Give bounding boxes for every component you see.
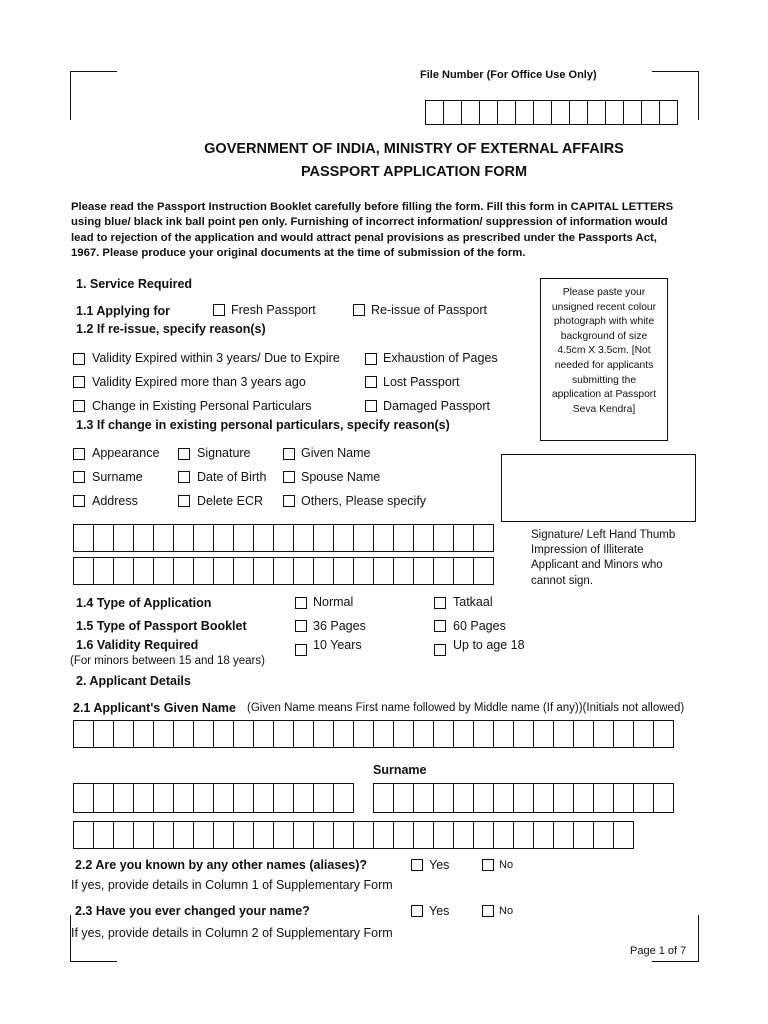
name-changed-no-label: No: [499, 905, 514, 917]
char-box[interactable]: [273, 821, 294, 849]
given-name-label: Given Name: [301, 446, 371, 460]
char-box[interactable]: [313, 783, 334, 813]
char-box[interactable]: [373, 557, 394, 585]
char-box[interactable]: [433, 557, 454, 585]
char-box[interactable]: [413, 720, 434, 748]
change-particulars-checkbox[interactable]: [73, 400, 85, 412]
q2-1-label: 2.1 Applicant's Given Name: [73, 701, 236, 715]
char-box[interactable]: [633, 720, 654, 748]
char-box[interactable]: [573, 783, 594, 813]
page-title: GOVERNMENT OF INDIA, MINISTRY OF EXTERNAL AFFAIRS: [204, 141, 624, 157]
char-box[interactable]: [73, 821, 94, 849]
char-box[interactable]: [293, 783, 314, 813]
char-box[interactable]: [593, 783, 614, 813]
char-box[interactable]: [133, 821, 154, 849]
char-box[interactable]: [93, 783, 114, 813]
char-box[interactable]: [213, 524, 234, 552]
char-box[interactable]: [133, 524, 154, 552]
instruction-line: using blue/ black ink ball point pen only. Furnishing of incorrect information/ suppression of information would: [71, 216, 668, 229]
validity-expired-3-label: Validity Expired within 3 years/ Due to Expire: [92, 351, 340, 365]
damaged-passport-checkbox[interactable]: [365, 400, 377, 412]
char-box[interactable]: [193, 821, 214, 849]
signature-checkbox[interactable]: [178, 448, 190, 460]
char-box[interactable]: [253, 557, 274, 585]
instructions: [71, 200, 673, 261]
char-box[interactable]: [333, 783, 354, 813]
surname-boxes-right[interactable]: [373, 783, 674, 813]
char-box[interactable]: [113, 557, 134, 585]
char-box[interactable]: [373, 720, 394, 748]
char-box[interactable]: [193, 524, 214, 552]
char-box[interactable]: [413, 783, 434, 813]
tatkaal-label: Tatkaal: [453, 595, 493, 609]
char-box[interactable]: [273, 783, 294, 813]
char-box[interactable]: [193, 720, 214, 748]
fresh-passport-label: Fresh Passport: [231, 303, 316, 317]
char-box[interactable]: [473, 720, 494, 748]
surname-heading: Surname: [373, 763, 427, 777]
char-box[interactable]: [313, 821, 334, 849]
char-box[interactable]: [173, 720, 194, 748]
char-box[interactable]: [213, 720, 234, 748]
char-box[interactable]: [93, 557, 114, 585]
char-box[interactable]: [453, 821, 474, 849]
q1-2-label: 1.2 If re-issue, specify reason(s): [76, 322, 266, 336]
surname-checkbox[interactable]: [73, 471, 85, 483]
reissue-checkbox[interactable]: [353, 304, 365, 316]
damaged-passport-label: Damaged Passport: [383, 399, 491, 413]
q1-6-label: 1.6 Validity Required: [76, 638, 199, 652]
aliases-no-checkbox[interactable]: [482, 859, 494, 871]
char-box[interactable]: [353, 557, 374, 585]
signature-caption-line: cannot sign.: [531, 574, 594, 587]
char-box[interactable]: [433, 720, 454, 748]
photo-instruction-line: application at Passport: [551, 389, 657, 401]
date-of-birth-checkbox[interactable]: [178, 471, 190, 483]
char-box[interactable]: [273, 524, 294, 552]
q2-1-note: (Given Name means First name followed by Middle name (If any))(Initials not allowed): [247, 702, 685, 714]
surname-label: Surname: [92, 470, 143, 484]
photo-instruction-line: photograph with white: [553, 316, 655, 328]
signature-box[interactable]: [501, 454, 696, 522]
char-box[interactable]: [569, 100, 588, 125]
pages-60-checkbox[interactable]: [434, 620, 446, 632]
char-box[interactable]: [497, 100, 516, 125]
char-box[interactable]: [433, 524, 454, 552]
char-box[interactable]: [313, 524, 334, 552]
char-box[interactable]: [659, 100, 678, 125]
char-box[interactable]: [173, 524, 194, 552]
address-checkbox[interactable]: [73, 495, 85, 507]
char-box[interactable]: [133, 720, 154, 748]
aliases-yes-label: Yes: [429, 858, 450, 872]
others-label: Others, Please specify: [301, 494, 427, 508]
char-box[interactable]: [393, 783, 414, 813]
photo-instruction-line: Seva Kendra]: [572, 403, 636, 415]
char-box[interactable]: [653, 720, 674, 748]
photo-instruction-line: submitting the: [571, 374, 637, 386]
file-number-label: File Number (For Office Use Only): [420, 69, 597, 81]
char-box[interactable]: [333, 524, 354, 552]
aliases-yes-checkbox[interactable]: [411, 859, 423, 871]
delete-ecr-label: Delete ECR: [197, 494, 263, 508]
char-box[interactable]: [173, 821, 194, 849]
char-box[interactable]: [393, 821, 414, 849]
change-particulars-label: Change in Existing Personal Particulars: [92, 399, 312, 413]
char-box[interactable]: [253, 720, 274, 748]
spouse-name-label: Spouse Name: [301, 470, 381, 484]
char-box[interactable]: [93, 524, 114, 552]
char-box[interactable]: [73, 720, 94, 748]
q2-2-label: 2.2 Are you known by any other names (aliases)?: [75, 858, 367, 872]
char-box[interactable]: [393, 557, 414, 585]
char-box[interactable]: [213, 821, 234, 849]
char-box[interactable]: [453, 720, 474, 748]
char-box[interactable]: [373, 524, 394, 552]
char-box[interactable]: [313, 720, 334, 748]
char-box[interactable]: [453, 524, 474, 552]
char-box[interactable]: [73, 557, 94, 585]
char-box[interactable]: [493, 821, 514, 849]
char-box[interactable]: [443, 100, 462, 125]
char-box[interactable]: [433, 783, 454, 813]
photo-box[interactable]: [540, 278, 668, 441]
char-box[interactable]: [193, 783, 214, 813]
reissue-label: Re-issue of Passport: [371, 303, 488, 317]
char-box[interactable]: [513, 783, 534, 813]
char-box[interactable]: [393, 524, 414, 552]
char-box[interactable]: [293, 557, 314, 585]
char-box[interactable]: [153, 783, 174, 813]
char-box[interactable]: [613, 720, 634, 748]
validity-expired-3-checkbox[interactable]: [73, 353, 85, 365]
char-box[interactable]: [113, 524, 134, 552]
char-box[interactable]: [653, 783, 674, 813]
up-to-18-label: Up to age 18: [453, 638, 525, 652]
char-box[interactable]: [553, 821, 574, 849]
char-box[interactable]: [213, 557, 234, 585]
char-box[interactable]: [293, 821, 314, 849]
char-box[interactable]: [113, 783, 134, 813]
char-box[interactable]: [533, 720, 554, 748]
char-box[interactable]: [641, 100, 660, 125]
char-box[interactable]: [253, 821, 274, 849]
validity-expired-more-label: Validity Expired more than 3 years ago: [92, 375, 306, 389]
char-box[interactable]: [515, 100, 534, 125]
signature-caption: [531, 528, 675, 589]
char-box[interactable]: [333, 720, 354, 748]
char-box[interactable]: [587, 100, 606, 125]
appearance-checkbox[interactable]: [73, 448, 85, 460]
section-2-heading: 2. Applicant Details: [76, 674, 191, 688]
char-box[interactable]: [353, 720, 374, 748]
normal-checkbox[interactable]: [295, 597, 307, 609]
others-specify-boxes-2[interactable]: [73, 557, 494, 585]
signature-caption-line: Signature/ Left Hand Thumb: [531, 529, 676, 541]
char-box[interactable]: [73, 783, 94, 813]
char-box[interactable]: [133, 557, 154, 585]
char-box[interactable]: [413, 557, 434, 585]
q1-1-label: 1.1 Applying for: [76, 304, 170, 318]
char-box[interactable]: [133, 783, 154, 813]
char-box[interactable]: [353, 524, 374, 552]
char-box[interactable]: [473, 524, 494, 552]
form-title: PASSPORT APPLICATION FORM: [300, 164, 528, 180]
ten-years-label: 10 Years: [313, 638, 362, 652]
char-box[interactable]: [153, 557, 174, 585]
pages-36-checkbox[interactable]: [295, 620, 307, 632]
instruction-line: Please read the Passport Instruction Booklet carefully before filling the form. Fill this form in CAPITAL LETTERS: [71, 201, 674, 213]
name-changed-yes-label: Yes: [429, 904, 450, 918]
photo-instruction-line: background of size: [560, 330, 648, 342]
address-label: Address: [92, 494, 138, 508]
char-box[interactable]: [373, 783, 394, 813]
q2-2-note: If yes, provide details in Column 1 of Supplementary Form: [71, 878, 393, 892]
char-box[interactable]: [93, 720, 114, 748]
ten-years-checkbox[interactable]: [295, 644, 307, 656]
char-box[interactable]: [233, 783, 254, 813]
file-number-boxes[interactable]: [425, 100, 678, 125]
char-box[interactable]: [153, 821, 174, 849]
exhaustion-pages-label: Exhaustion of Pages: [383, 351, 498, 365]
q2-3-label: 2.3 Have you ever changed your name?: [75, 904, 310, 918]
char-box[interactable]: [461, 100, 480, 125]
tatkaal-checkbox[interactable]: [434, 597, 446, 609]
signature-caption-line: Impression of Illiterate: [531, 544, 644, 557]
char-box[interactable]: [623, 100, 642, 125]
name-changed-no-checkbox[interactable]: [482, 905, 494, 917]
char-box[interactable]: [353, 821, 374, 849]
char-box[interactable]: [173, 557, 194, 585]
char-box[interactable]: [553, 783, 574, 813]
char-box[interactable]: [93, 821, 114, 849]
q1-6-note: (For minors between 15 and 18 years): [70, 655, 265, 667]
char-box[interactable]: [453, 557, 474, 585]
others-specify-boxes-1[interactable]: [73, 524, 494, 552]
char-box[interactable]: [593, 720, 614, 748]
char-box[interactable]: [473, 557, 494, 585]
char-box[interactable]: [473, 783, 494, 813]
char-box[interactable]: [313, 557, 334, 585]
char-box[interactable]: [233, 557, 254, 585]
char-box[interactable]: [333, 821, 354, 849]
char-box[interactable]: [233, 821, 254, 849]
char-box[interactable]: [413, 821, 434, 849]
char-box[interactable]: [153, 720, 174, 748]
photo-instruction-line: needed for applicants: [554, 359, 654, 371]
date-of-birth-label: Date of Birth: [197, 470, 267, 484]
char-box[interactable]: [213, 783, 234, 813]
char-box[interactable]: [425, 100, 444, 125]
exhaustion-pages-checkbox[interactable]: [365, 353, 377, 365]
instruction-line: 1967. Please produce your original documents at the time of submission of the form.: [71, 246, 526, 259]
fresh-passport-checkbox[interactable]: [213, 304, 225, 316]
photo-instruction-line: 4.5cm X 3.5cm. [Not: [557, 345, 651, 357]
page-number: Page 1 of 7: [630, 945, 687, 957]
char-box[interactable]: [533, 100, 552, 125]
photo-instruction-line: unsigned recent colour: [551, 301, 657, 313]
surname-boxes-line-2[interactable]: [73, 821, 634, 849]
char-box[interactable]: [553, 720, 574, 748]
q1-5-label: 1.5 Type of Passport Booklet: [76, 619, 247, 633]
char-box[interactable]: [573, 720, 594, 748]
char-box[interactable]: [113, 821, 134, 849]
char-box[interactable]: [413, 524, 434, 552]
char-box[interactable]: [373, 821, 394, 849]
char-box[interactable]: [473, 821, 494, 849]
given-name-boxes[interactable]: [73, 720, 674, 748]
char-box[interactable]: [193, 557, 214, 585]
char-box[interactable]: [253, 783, 274, 813]
char-box[interactable]: [533, 821, 554, 849]
aliases-no-label: No: [499, 859, 514, 871]
char-box[interactable]: [393, 720, 414, 748]
char-box[interactable]: [573, 821, 594, 849]
photo-instruction-line: Please paste your: [562, 287, 646, 298]
char-box[interactable]: [73, 524, 94, 552]
q1-3-label: 1.3 If change in existing personal particulars, specify reason(s): [76, 418, 450, 432]
char-box[interactable]: [153, 524, 174, 552]
char-box[interactable]: [113, 720, 134, 748]
char-box[interactable]: [513, 720, 534, 748]
name-changed-yes-checkbox[interactable]: [411, 905, 423, 917]
char-box[interactable]: [173, 783, 194, 813]
q2-3-note: If yes, provide details in Column 2 of Supplementary Form: [71, 926, 393, 940]
char-box[interactable]: [613, 821, 634, 849]
lost-passport-checkbox[interactable]: [365, 376, 377, 388]
char-box[interactable]: [233, 720, 254, 748]
normal-label: Normal: [313, 595, 354, 609]
surname-boxes-left[interactable]: [73, 783, 354, 813]
up-to-18-checkbox[interactable]: [434, 644, 446, 656]
others-checkbox[interactable]: [283, 495, 295, 507]
char-box[interactable]: [333, 557, 354, 585]
section-1-heading: 1. Service Required: [76, 277, 193, 291]
char-box[interactable]: [273, 557, 294, 585]
char-box[interactable]: [493, 783, 514, 813]
char-box[interactable]: [493, 720, 514, 748]
corner-mark-top-left: [70, 71, 117, 120]
char-box[interactable]: [433, 821, 454, 849]
char-box[interactable]: [273, 720, 294, 748]
lost-passport-label: Lost Passport: [383, 375, 460, 389]
appearance-label: Appearance: [92, 446, 160, 460]
char-box[interactable]: [453, 783, 474, 813]
instruction-line: lead to rejection of the application and would attract penal provisions as prescribed under the Passports Act,: [71, 231, 657, 244]
char-box[interactable]: [613, 783, 634, 813]
spouse-name-checkbox[interactable]: [283, 471, 295, 483]
char-box[interactable]: [293, 524, 314, 552]
delete-ecr-checkbox[interactable]: [178, 495, 190, 507]
char-box[interactable]: [633, 783, 654, 813]
q1-4-label: 1.4 Type of Application: [76, 596, 212, 610]
char-box[interactable]: [593, 821, 614, 849]
char-box[interactable]: [233, 524, 254, 552]
char-box[interactable]: [253, 524, 274, 552]
pages-36-label: 36 Pages: [313, 619, 366, 633]
char-box[interactable]: [605, 100, 624, 125]
char-box[interactable]: [513, 821, 534, 849]
given-name-checkbox[interactable]: [283, 448, 295, 460]
char-box[interactable]: [533, 783, 554, 813]
pages-60-label: 60 Pages: [453, 619, 506, 633]
signature-label: Signature: [197, 446, 251, 460]
char-box[interactable]: [479, 100, 498, 125]
validity-expired-more-checkbox[interactable]: [73, 376, 85, 388]
signature-caption-line: Applicant and Minors who: [531, 559, 663, 572]
char-box[interactable]: [293, 720, 314, 748]
char-box[interactable]: [551, 100, 570, 125]
